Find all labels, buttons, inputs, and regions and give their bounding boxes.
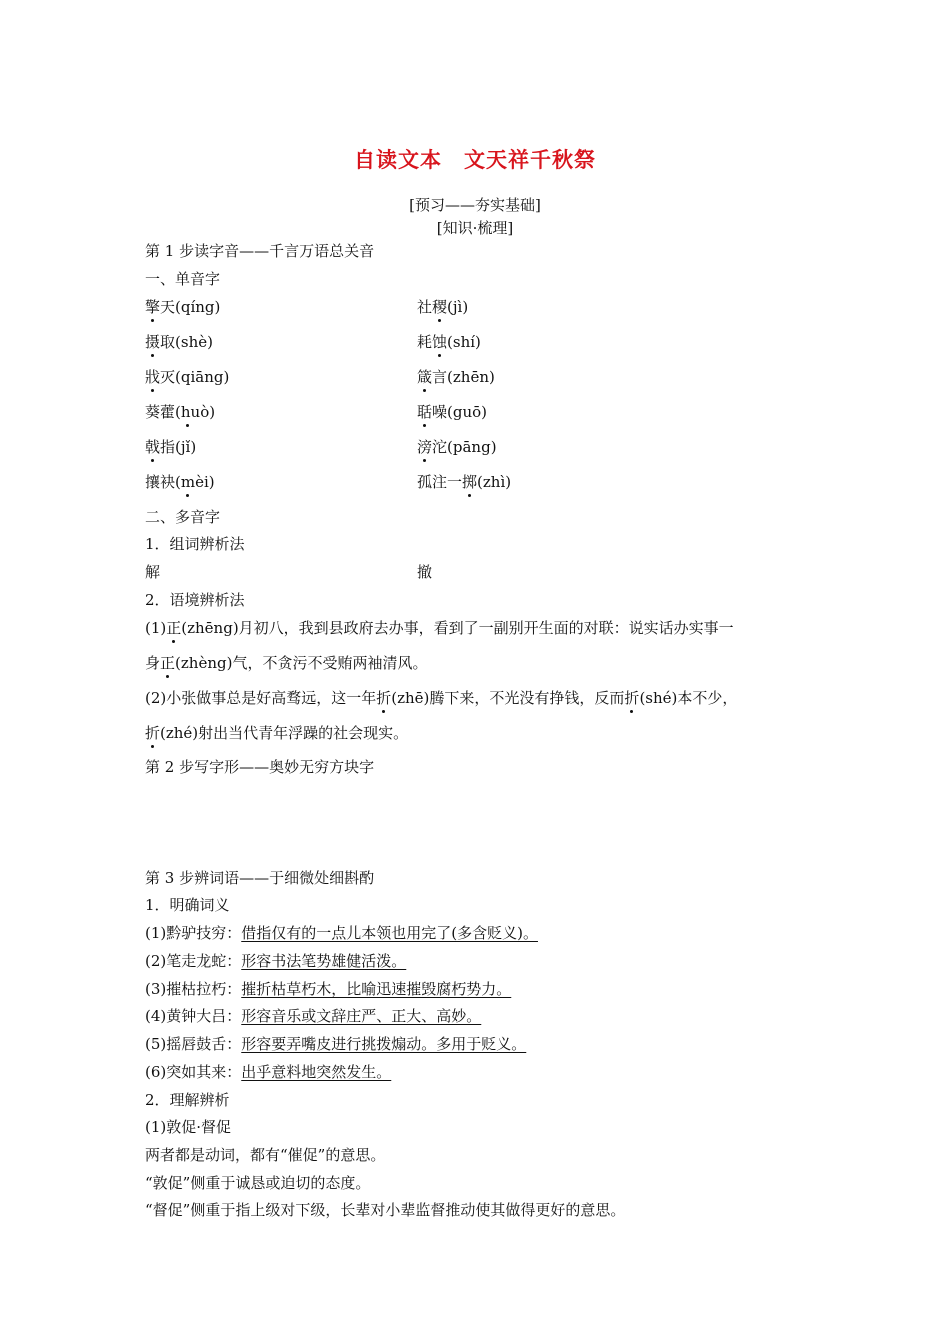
method1-heading: 1．组词辨析法 (145, 535, 245, 553)
step3-heading: 第 3 步辨词语——于细微处细斟酌 (145, 869, 375, 887)
word-item: 葵藿(huò) (145, 403, 216, 421)
section-heading-knowledge: [知识·梳理] (436, 219, 514, 237)
method1-char-che: 撤 (417, 563, 433, 581)
step2-heading: 第 2 步写字形——奥妙无穷方块字 (145, 758, 375, 776)
word-item: 耗蚀(shí) (417, 333, 481, 351)
pair-heading: (1)敦促·督促 (145, 1118, 232, 1136)
context-sentence: 身正(zhèng)气，不贪污不受贿两袖清风。 (145, 654, 428, 672)
analysis-heading: 2．理解辨析 (145, 1091, 230, 1109)
method2-heading: 2．语境辨析法 (145, 591, 245, 609)
word-item: 滂沱(pāng) (417, 438, 497, 456)
word-item: 箴言(zhēn) (417, 368, 495, 386)
pair-explanation: “敦促”侧重于诚恳或迫切的态度。 (145, 1174, 371, 1192)
word-item: 聒噪(guō) (417, 403, 488, 421)
word-item: 孤注一掷(zhì) (417, 473, 512, 491)
multi-sound-heading: 二、多音字 (145, 508, 221, 526)
idiom-item: (4)黄钟大吕：形容音乐或文辞庄严、正大、高妙。 (145, 1007, 482, 1025)
idiom-item: (2)笔走龙蛇：形容书法笔势雄健活泼。 (145, 952, 407, 970)
context-sentence: (1)正(zhēng)月初八，我到县政府去办事，看到了一副别开生面的对联：说实话办实事一 (145, 619, 734, 637)
idiom-item: (3)摧枯拉朽：摧折枯草朽木，比喻迅速摧毁腐朽势力。 (145, 980, 512, 998)
idiom-item: (5)摇唇鼓舌：形容要弄嘴皮进行挑拨煽动。多用于贬义。 (145, 1035, 527, 1053)
word-item: 社稷(jì) (417, 298, 469, 316)
method1-char-jie: 解 (145, 563, 161, 581)
word-item: 攘袂(mèi) (145, 473, 215, 491)
context-sentence: 折(zhé)射出当代青年浮躁的社会现实。 (145, 724, 409, 742)
meaning-heading: 1．明确词义 (145, 896, 230, 914)
idiom-item: (1)黔驴技穷：借指仅有的一点儿本领也用完了(多含贬义)。 (145, 924, 538, 942)
section-heading-preview: [预习——夯实基础] (409, 196, 541, 214)
idiom-item: (6)突如其来：出乎意料地突然发生。 (145, 1063, 392, 1081)
single-sound-heading: 一、单音字 (145, 270, 221, 288)
context-sentence: (2)小张做事总是好高骛远，这一年折(zhē)腾下来，不光没有挣钱，反而折(shé)本不少， (145, 689, 738, 707)
step1-heading: 第 1 步读字音——千言万语总关音 (145, 242, 375, 260)
word-item: 擎天(qíng) (145, 298, 221, 316)
pair-explanation: 两者都是动词，都有“催促”的意思。 (145, 1146, 386, 1164)
pair-explanation: “督促”侧重于指上级对下级，长辈对小辈监督推动使其做得更好的意思。 (145, 1201, 626, 1219)
page-title: 自读文本 文天祥千秋祭 (354, 148, 596, 172)
word-item: 戕灭(qiāng) (145, 368, 230, 386)
word-item: 摄取(shè) (145, 333, 213, 351)
word-item: 戟指(jǐ) (145, 438, 197, 456)
